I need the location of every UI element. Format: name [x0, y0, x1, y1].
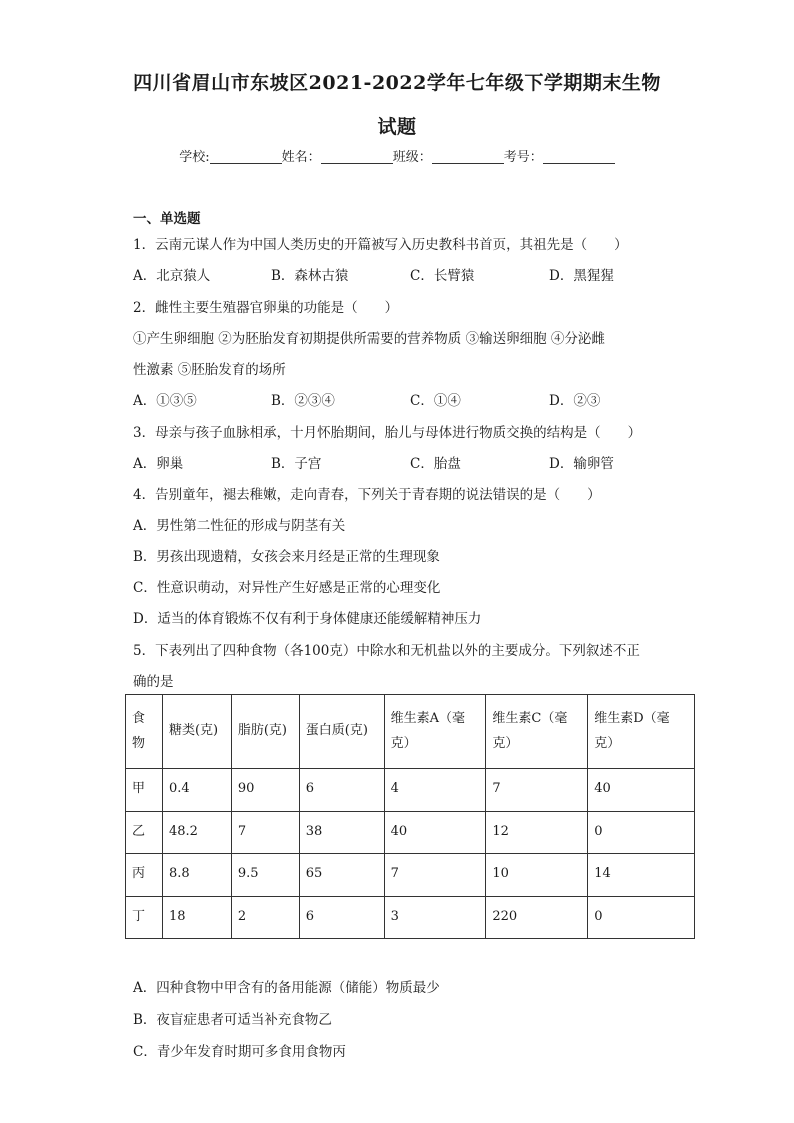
question-1-stem: 1．云南元谋人作为中国人类历史的开篇被写入历史教科书首页，其祖先是（ ）: [133, 237, 628, 253]
q1-option-a: A．北京猿人: [133, 268, 211, 284]
table-cell: 48.2: [162, 811, 231, 854]
table-header-row: [126, 695, 695, 769]
class-blank: [432, 150, 504, 164]
question-5-stem-cont: 确的是: [133, 674, 174, 690]
q1-option-c: C．长臂猿: [410, 268, 475, 284]
table-cell: 6: [299, 896, 384, 939]
number-label: 考号：: [503, 150, 543, 165]
question-2-statements: ①产生卵细胞 ②为胚胎发育初期提供所需要的营养物质 ③输送卵细胞 ④分泌雌: [133, 331, 605, 347]
table-cell: 38: [299, 811, 384, 854]
q5-option-c: C．青少年发育时期可多食用食物丙: [133, 1044, 346, 1060]
table-cell: 乙: [126, 811, 163, 854]
q1-option-d: D．黑猩猩: [549, 268, 614, 284]
table-cell: 40: [384, 811, 486, 854]
table-row: [126, 854, 695, 897]
q3-option-b: B．子宫: [271, 456, 322, 472]
q4-option-b: B．男孩出现遗精，女孩会来月经是正常的生理现象: [133, 549, 440, 565]
question-4-stem: 4．告别童年，褪去稚嫩，走向青春，下列关于青春期的说法错误的是（ ）: [133, 487, 601, 503]
table-cell: 40: [588, 769, 695, 812]
table-cell: 0: [588, 811, 695, 854]
table-cell: 2: [231, 896, 299, 939]
table-cell: 18: [162, 896, 231, 939]
food-nutrient-table: [125, 694, 695, 939]
table-cell: 丙: [126, 854, 163, 897]
table-cell: 7: [384, 854, 486, 897]
question-3-stem: 3．母亲与孩子血脉相承，十月怀胎期间，胎儿与母体进行物质交换的结构是（ ）: [133, 425, 642, 441]
table-header-cell: 食物: [126, 695, 163, 769]
table-cell: 90: [231, 769, 299, 812]
table-header-cell: 维生素D（毫克）: [588, 695, 695, 769]
exam-title: 四川省眉山市东坡区2021-2022学年七年级下学期期末生物: [133, 72, 661, 94]
table-cell: 9.5: [231, 854, 299, 897]
table-row: [126, 769, 695, 812]
table-header-cell: 脂肪(克): [231, 695, 299, 769]
q2-option-d: D．②③: [549, 393, 601, 409]
q2-option-b: B．②③④: [271, 393, 335, 409]
section-heading: 一、单选题: [133, 211, 201, 227]
q4-option-d: D．适当的体育锻炼不仅有利于身体健康还能缓解精神压力: [133, 611, 482, 627]
q5-option-a: A．四种食物中甲含有的备用能源（储能）物质最少: [133, 980, 440, 996]
class-label: 班级：: [392, 150, 432, 165]
table-cell: 8.8: [162, 854, 231, 897]
table-cell: 0.4: [162, 769, 231, 812]
q2-option-c: C．①④: [410, 393, 461, 409]
table-row: [126, 811, 695, 854]
q3-option-d: D．输卵管: [549, 456, 614, 472]
table-cell: 7: [231, 811, 299, 854]
q3-option-c: C．胎盘: [410, 456, 461, 472]
table-cell: 14: [588, 854, 695, 897]
table-cell: 12: [486, 811, 588, 854]
question-2-statements-cont: 性激素 ⑤胚胎发育的场所: [133, 362, 286, 378]
table-cell: 65: [299, 854, 384, 897]
number-blank: [543, 150, 615, 164]
question-2-stem: 2．雌性主要生殖器官卵巢的功能是（ ）: [133, 300, 399, 316]
name-label: 姓名：: [281, 150, 321, 165]
table-cell: 0: [588, 896, 695, 939]
table-cell: 3: [384, 896, 486, 939]
table-header-cell: 维生素A（毫克）: [384, 695, 486, 769]
q2-option-a: A．①③⑤: [133, 393, 197, 409]
table-cell: 丁: [126, 896, 163, 939]
question-5-stem: 5．下表列出了四种食物（各100克）中除水和无机盐以外的主要成分。下列叙述不正: [133, 643, 640, 659]
q3-option-a: A．卵巢: [133, 456, 184, 472]
table-cell: 甲: [126, 769, 163, 812]
exam-title-cont: 试题: [377, 116, 417, 138]
q4-option-c: C．性意识萌动，对异性产生好感是正常的心理变化: [133, 580, 441, 596]
table-header-cell: 维生素C（毫克）: [486, 695, 588, 769]
name-blank: [321, 150, 393, 164]
table-cell: 6: [299, 769, 384, 812]
q1-option-b: B．森林古猿: [271, 268, 349, 284]
table-cell: 220: [486, 896, 588, 939]
school-blank: [210, 150, 282, 164]
table-row: [126, 896, 695, 939]
table-cell: 7: [486, 769, 588, 812]
q4-option-a: A．男性第二性征的形成与阴茎有关: [133, 518, 346, 534]
table-header-cell: 糖类(克): [162, 695, 231, 769]
school-label: 学校:: [179, 150, 210, 165]
q5-option-b: B．夜盲症患者可适当补充食物乙: [133, 1012, 332, 1028]
table-header-cell: 蛋白质(克): [299, 695, 384, 769]
student-info-line: [0, 146, 794, 165]
table-cell: 10: [486, 854, 588, 897]
table-cell: 4: [384, 769, 486, 812]
